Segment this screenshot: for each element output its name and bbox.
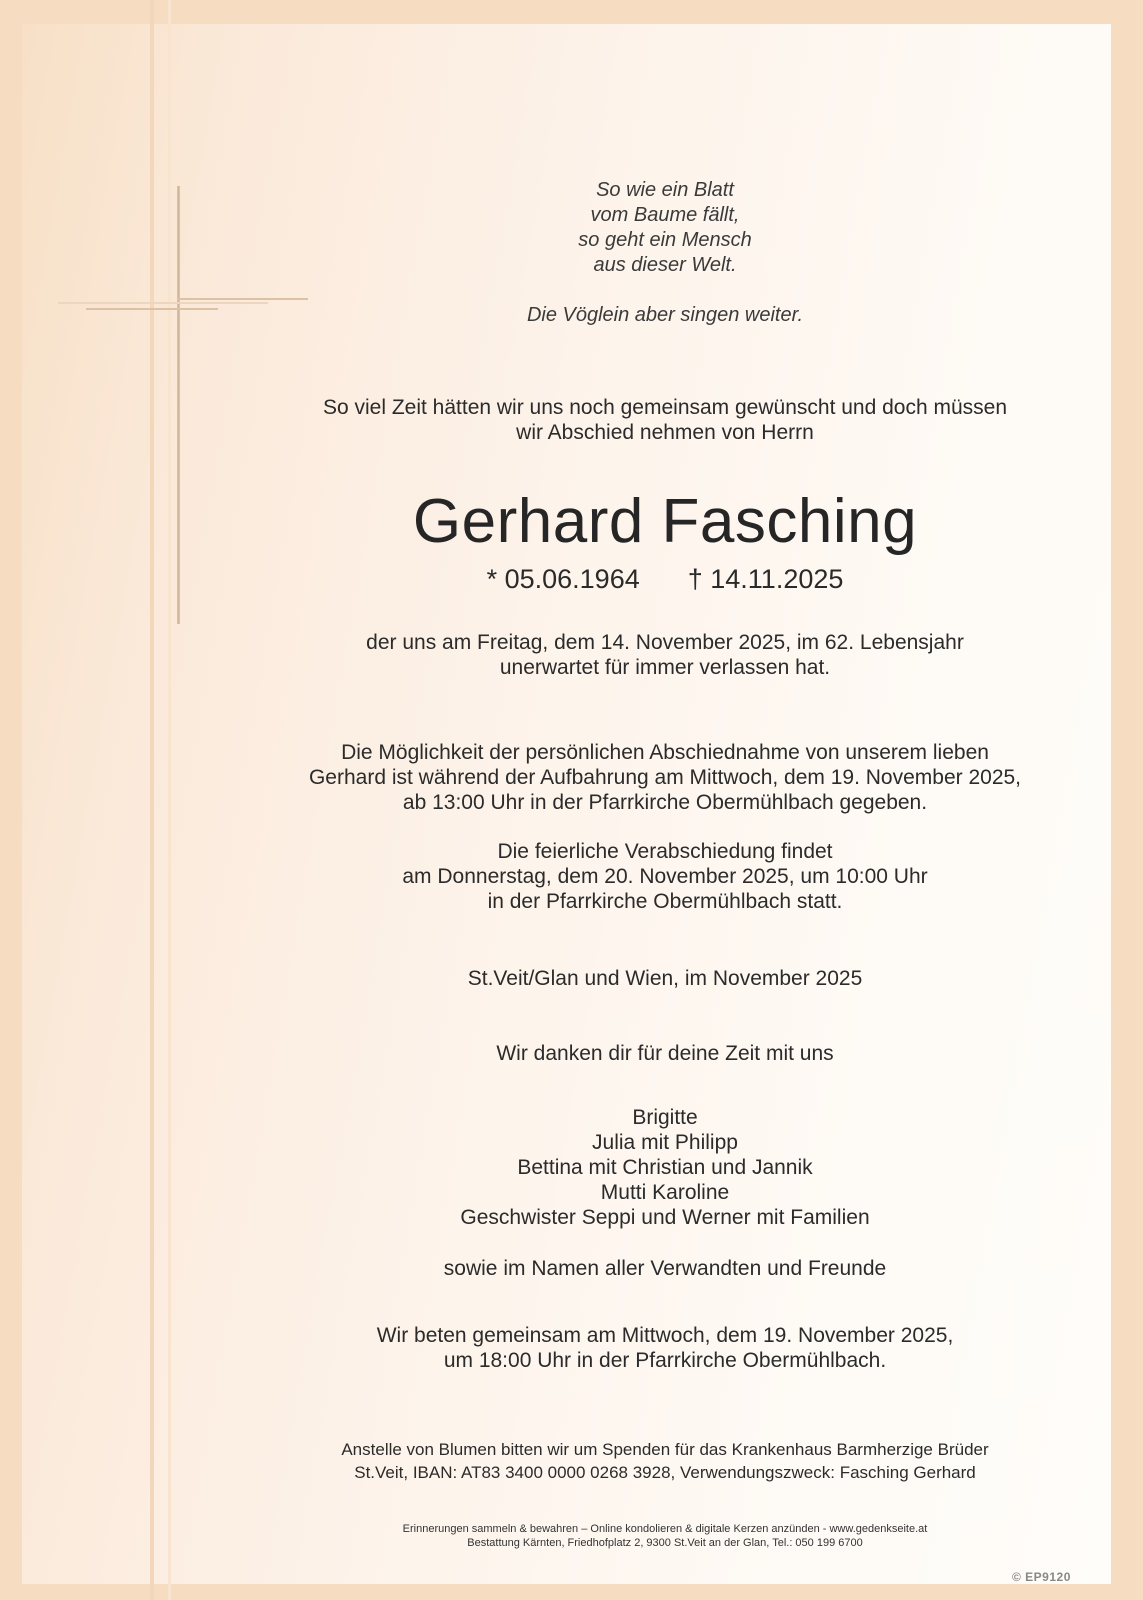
thanks-line: Wir danken dir für deine Zeit mit uns [496,1042,834,1065]
verse-line: vom Baume fällt, [590,204,740,226]
footer-line: Erinnerungen sammeln & bewahren – Online kondolieren & digitale Kerzen anzünden - www.gedenkseite.at [402,1523,928,1535]
mourner: Brigitte [632,1106,698,1129]
ceremony-info: Die feierliche Verabschiedung findet am Donnerstag, dem 20. November 2025, um 10:00 Uhr in der Pfarrkirche Obermühlbach statt. [402,840,928,913]
relatives-line: sowie im Namen aller Verwandten und Freunde [443,1257,887,1280]
mourner: Mutti Karoline [600,1181,730,1204]
donation-info: Anstelle von Blumen bitten wir um Spenden für das Krankenhaus Barmherzige Brüder St.Veit, IBAN: AT83 3400 0000 0268 3928, Verwendungszweck: Fasching Gerhard [341,1440,989,1482]
verse-line: Die Vöglein aber singen weiter. [526,304,804,326]
verse-line: So wie ein Blatt [596,179,734,201]
decorative-band [150,0,154,1600]
mourner: Julia mit Philipp [592,1131,738,1154]
death-date: † 14.11.2025 [687,564,844,594]
deceased-name: Gerhard Fasching [412,487,918,556]
death-notice: der uns am Freitag, dem 14. November 2025, im 62. Lebensjahr unerwartet für immer verlassen hat. [366,631,964,679]
template-code: © EP9120 [1012,1570,1071,1584]
prayer-info: Wir beten gemeinsam am Mittwoch, dem 19. November 2025, um 18:00 Uhr in der Pfarrkirche Obermühlbach. [376,1324,954,1372]
mourner: Geschwister Seppi und Werner mit Familien [460,1206,870,1229]
mourner: Bettina mit Christian und Jannik [517,1156,813,1179]
place-date: St.Veit/Glan und Wien, im November 2025 [467,967,863,990]
intro-text: So viel Zeit hätten wir uns noch gemeinsam gewünscht und doch müssen wir Abschied nehmen von Herrn [322,396,1008,444]
birth-date: * 05.06.1964 [486,564,640,594]
viewing-info: Die Möglichkeit der persönlichen Abschiednahme von unserem lieben Gerhard ist während der Aufbahrung am Mittwoch, dem 19. November 2025, ab 13:00 Uhr in der Pfarrkirche Obermühlbach gegeben. [308,741,1022,814]
footer [265,1522,1065,1550]
cross-bar [58,298,276,310]
decorative-band [168,0,171,1600]
mourners-list [265,1105,1065,1230]
verse-line: so geht ein Mensch [578,229,752,251]
life-dates [265,563,1065,595]
verse [265,178,1065,328]
cross-icon [177,186,180,624]
verse-line: aus dieser Welt. [593,254,737,276]
footer-line: Bestattung Kärnten, Friedhofplatz 2, 9300 St.Veit an der Glan, Tel.: 050 199 6700 [467,1537,863,1549]
